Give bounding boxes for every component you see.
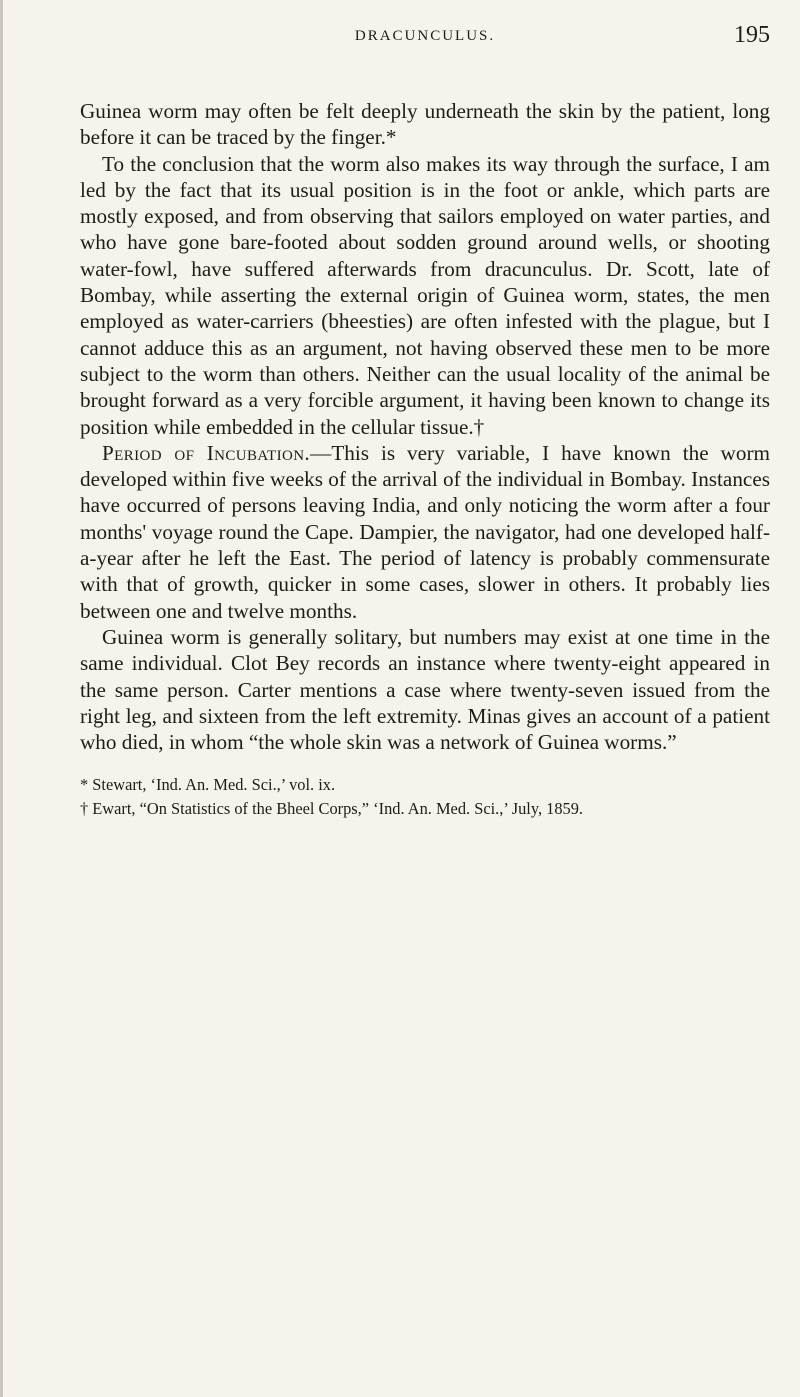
paragraph-2: [80, 151, 770, 440]
paragraph-1: [80, 98, 770, 151]
page-header: [80, 22, 770, 68]
footnote-1: * Stewart, ‘Ind. An. Med. Sci.,’ vol. ix.: [80, 775, 336, 795]
section-lead: Period of Incubation.: [102, 440, 311, 465]
page-edge: [0, 0, 3, 1397]
footnotes: [80, 773, 770, 821]
paragraph-text: To the conclusion that the worm also makes its way through the surface, I am led by the fact that its usual position is in the foot or ankle, which parts are mostly exposed, and from observing that sailors employed on water parties, and who have gone bare-footed about sodden ground around wells, or shooting water-fowl, have suffered afterwards from dracunculus. Dr. Scott, late of Bombay, while asserting the external origin of Guinea worm, states, the men employed as water-carriers (bheesties) are often infested with the plague, but I cannot adduce this as an argument, not having observed these men to be more subject to the worm than others. Neither can the usual locality of the animal be brought forward as a very forcible argument, it having been known to change its position while embedded in the cellular tissue.†: [80, 151, 770, 439]
main-text: [80, 98, 770, 755]
paragraph-3: [80, 440, 770, 624]
footnote-2: † Ewart, “On Statistics of the Bheel Corps,” ‘Ind. An. Med. Sci.,’ July, 1859.: [80, 799, 584, 819]
paragraph-4: [80, 624, 770, 755]
page-number: 195: [734, 22, 770, 48]
paragraph-text: Guinea worm is generally solitary, but numbers may exist at one time in the same individual. Clot Bey records an instance where twenty-eight appeared in the same person. Carter mentions a case where twenty-seven issued from the right leg, and sixteen from the left extremity. Minas gives an account of a patient who died, in whom “the whole skin was a network of Guinea worms.”: [80, 624, 770, 755]
paragraph-text: Guinea worm may often be felt deeply underneath the skin by the patient, long before it can be traced by the finger.*: [80, 99, 770, 150]
paragraph-text: —This is very variable, I have known the worm developed within five weeks of the arrival of the individual in Bombay. Instances have occurred of persons leaving India, and only noticing the worm after a four months' voyage round the Cape. Dampier, the navigator, had one developed half-a-year after he left the East. The period of latency is probably commensurate with that of growth, quicker in some cases, slower in others. It probably lies between one and twelve months.: [80, 440, 770, 623]
running-head: DRACUNCULUS.: [354, 28, 496, 44]
book-page: [80, 22, 770, 821]
